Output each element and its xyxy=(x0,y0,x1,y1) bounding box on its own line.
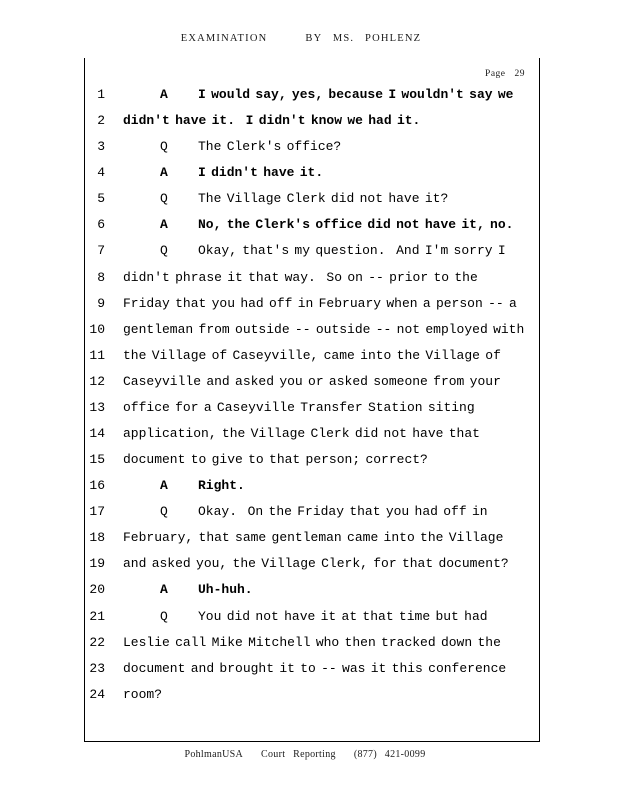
line-number: 17 xyxy=(89,504,105,520)
line-text: and asked you, the Village Clerk, for that document? xyxy=(123,556,509,572)
line-text: I didn't have it. xyxy=(198,165,324,181)
line-content xyxy=(123,499,488,525)
line-number: 7 xyxy=(97,243,105,259)
transcript-line xyxy=(85,499,539,525)
line-number: 23 xyxy=(89,660,105,676)
line-content xyxy=(123,291,517,317)
transcript-line xyxy=(85,343,539,369)
line-text: You did not have it at that time but had xyxy=(198,608,488,624)
header-examination-label: EXAMINATION xyxy=(180,33,268,44)
line-text: room? xyxy=(123,686,163,702)
line-number: 21 xyxy=(89,608,105,624)
transcript-lines xyxy=(85,82,539,708)
line-number: 5 xyxy=(97,191,105,207)
speaker-label: A xyxy=(160,87,168,102)
line-number: 19 xyxy=(89,556,105,572)
transcript-line xyxy=(85,369,539,395)
transcript-line xyxy=(85,291,539,317)
transcript-line xyxy=(85,525,539,551)
line-text: didn't phrase it that way. So on -- prior to the xyxy=(123,269,478,285)
transcript-line xyxy=(85,577,539,603)
line-content xyxy=(123,421,480,447)
page-footer xyxy=(0,749,610,760)
line-text: Leslie call Mike Mitchell who then tracked down the xyxy=(123,634,501,650)
transcript-line xyxy=(85,160,539,186)
line-content xyxy=(123,682,162,708)
line-content xyxy=(123,212,513,238)
speaker-label: A xyxy=(160,217,168,233)
line-text: document and brought it to -- was it this conference xyxy=(123,660,507,676)
line-number: 3 xyxy=(97,139,105,155)
line-number: 1 xyxy=(97,87,105,102)
line-content xyxy=(123,551,509,577)
line-number: 12 xyxy=(89,373,105,389)
header-examiner-label: BY MS. POHLENZ xyxy=(305,33,422,44)
line-content xyxy=(123,108,420,134)
transcript-line xyxy=(85,238,539,264)
transcript-line xyxy=(85,317,539,343)
page-number: 29 xyxy=(514,69,525,79)
transcript-line xyxy=(85,265,539,291)
line-content xyxy=(123,447,428,473)
line-text: Okay. On the Friday that you had off in xyxy=(198,504,488,520)
line-text: Right. xyxy=(198,478,245,494)
footer-company: PohlmanUSA xyxy=(184,749,244,760)
line-content xyxy=(123,160,323,186)
line-text: office for a Caseyville Transfer Station siting xyxy=(123,399,475,415)
transcript-line xyxy=(85,473,539,499)
page-header xyxy=(0,33,602,44)
line-number: 16 xyxy=(89,478,105,494)
transcript-line xyxy=(85,656,539,682)
line-number: 2 xyxy=(97,113,105,129)
line-text: Okay, that's my question. And I'm sorry I xyxy=(198,243,506,259)
line-text: No, the Clerk's office did not have it, no. xyxy=(198,217,514,233)
speaker-label: Q xyxy=(160,608,168,624)
page-word: Page xyxy=(485,69,506,79)
transcript-line xyxy=(85,682,539,708)
page-number-label xyxy=(485,69,525,79)
footer-service: Court Reporting xyxy=(261,749,336,760)
line-content xyxy=(123,343,501,369)
line-text: didn't have it. I didn't know we had it. xyxy=(123,113,421,129)
transcript-line xyxy=(85,186,539,212)
line-content xyxy=(123,577,253,603)
speaker-label: A xyxy=(160,582,168,598)
line-number: 15 xyxy=(89,452,105,468)
line-content xyxy=(123,186,448,212)
line-content xyxy=(123,82,513,108)
line-text: I would say, yes, because I wouldn't say we xyxy=(198,87,514,102)
line-number: 6 xyxy=(97,217,105,233)
speaker-label: Q xyxy=(160,139,168,155)
transcript-line xyxy=(85,447,539,473)
transcript-line xyxy=(85,551,539,577)
line-content xyxy=(123,525,503,551)
transcript-line xyxy=(85,134,539,160)
line-text: the Village of Caseyville, came into the Village of xyxy=(123,347,501,363)
line-content xyxy=(123,238,506,264)
transcript-line xyxy=(85,395,539,421)
line-content xyxy=(123,134,341,160)
line-text: The Village Clerk did not have it? xyxy=(198,191,449,207)
line-number: 22 xyxy=(89,634,105,650)
line-content xyxy=(123,473,245,499)
line-content xyxy=(123,630,501,656)
speaker-label: A xyxy=(160,478,168,494)
line-content xyxy=(123,317,524,343)
line-text: Uh-huh. xyxy=(198,582,253,598)
line-text: application, the Village Clerk did not have that xyxy=(123,426,480,442)
line-text: gentleman from outside -- outside -- not employed with xyxy=(123,321,525,337)
line-text: Caseyville and asked you or asked someone from your xyxy=(123,373,501,389)
line-content xyxy=(123,604,488,630)
line-number: 8 xyxy=(97,269,105,285)
line-number: 14 xyxy=(89,426,105,442)
transcript-line xyxy=(85,421,539,447)
line-number: 13 xyxy=(89,399,105,415)
footer-phone: (877) 421-0099 xyxy=(353,749,426,760)
speaker-label: Q xyxy=(160,504,168,520)
line-text: February, that same gentleman came into the Village xyxy=(123,530,504,546)
line-content xyxy=(123,395,475,421)
line-number: 11 xyxy=(89,347,105,363)
line-content xyxy=(123,656,506,682)
transcript-line xyxy=(85,82,539,108)
speaker-label: Q xyxy=(160,243,168,259)
transcript-line xyxy=(85,630,539,656)
transcript-line xyxy=(85,212,539,238)
line-number: 9 xyxy=(97,295,105,311)
transcript-line xyxy=(85,604,539,630)
transcript-frame xyxy=(84,58,540,742)
speaker-label: Q xyxy=(160,191,168,207)
line-number: 18 xyxy=(89,530,105,546)
line-content xyxy=(123,369,501,395)
line-number: 24 xyxy=(89,686,105,702)
line-number: 10 xyxy=(89,321,105,337)
line-text: document to give to that person; correct? xyxy=(123,452,428,468)
line-number: 20 xyxy=(89,582,105,598)
line-number: 4 xyxy=(97,165,105,181)
line-text: Friday that you had off in February when a person -- a xyxy=(123,295,517,311)
line-text: The Clerk's office? xyxy=(198,139,342,155)
transcript-line xyxy=(85,108,539,134)
speaker-label: A xyxy=(160,165,168,181)
line-content xyxy=(123,265,478,291)
